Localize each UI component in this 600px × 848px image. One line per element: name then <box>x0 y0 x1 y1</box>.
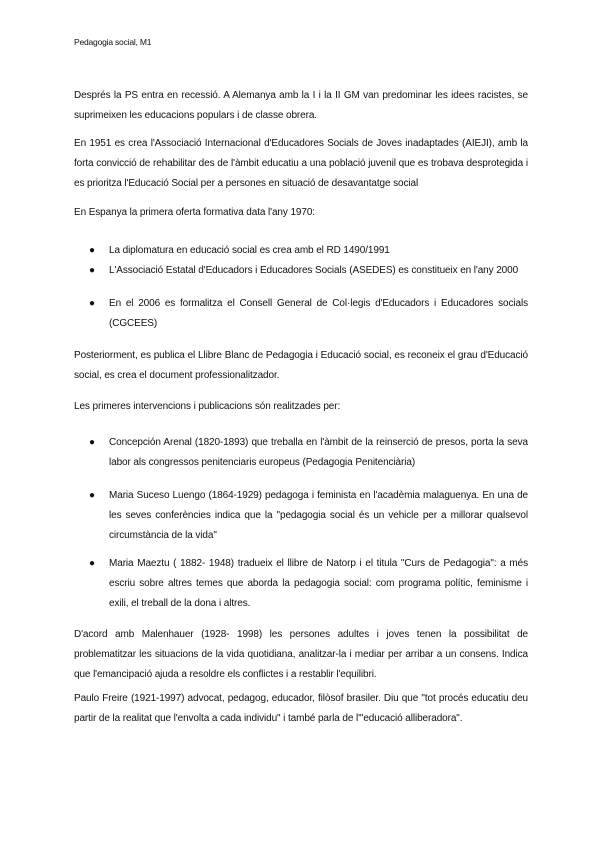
list-item: Concepción Arenal (1820-1893) que treballa en l'àmbit de la reinserció de presos, porta la seva labor als congressos penitenciaris europeus (Pedagogia Penitenciària) <box>109 437 528 468</box>
paragraph-interventions-intro: Les primeres intervencions i publicacions són realitzades per: <box>74 401 341 412</box>
list-item: L'Associació Estatal d'Educadors i Educadores Socials (ASEDES) es constitueix en l'any 2000 <box>109 265 519 276</box>
bullet-icon: ● <box>89 558 96 569</box>
paragraph-recession: Després la PS entra en recessió. A Alemanya amb la I i la II GM van predominar les idees racistes, se suprimeixen les educacions populars i de classe obrera. <box>74 90 528 121</box>
list-item: La diplomatura en educació social es crea amb el RD 1490/1991 <box>109 245 390 256</box>
paragraph-freire: Paulo Freire (1921-1997) advocat, pedagog, educador, filòsof brasiler. Diu que "tot procés educatiu deu partir de la realitat que l'envolta a cada individu" i també parla de l'"educació alliberadora". <box>74 693 528 724</box>
list-item: Maria Suceso Luengo (1864-1929) pedagoga i feminista en l'acadèmia malaguenya. En una de les seves conferències indica que la "pedagogia social és un vehicle per a millorar qualsevol circumstància de la vida" <box>109 490 528 541</box>
bullet-icon: ● <box>89 437 96 448</box>
paragraph-llibre-blanc: Posteriorment, es publica el Llibre Blanc de Pedagogia i Educació social, es reconeix el grau d'Educació social, es crea el document professionalitzador. <box>74 350 528 381</box>
list-item: Maria Maeztu ( 1882- 1948) tradueix el llibre de Natorp i el titula "Curs de Pedagogia": a més escriu sobre altres temes que aborda la pedagogia social: com programa polític, feminisme i exili, el treball de la dona i altres. <box>109 558 528 609</box>
paragraph-malenhauer: D'acord amb Malenhauer (1928- 1998) les persones adultes i joves tenen la possibilitat de problematitzar les situacions de la vida quotidiana, analitzar-la i mediar per arribar a un consens. Indica que l'emancipació ajuda a resoldre els conflictes i a restablir l'equilibri. <box>74 629 528 680</box>
list-item: En el 2006 es formalitza el Consell General de Col·legis d'Educadors i Educadores socials (CGCEES) <box>109 298 528 329</box>
bullet-icon: ● <box>89 245 96 256</box>
bullet-icon: ● <box>89 490 96 501</box>
bullet-icon: ● <box>89 265 96 276</box>
page-header: Pedagogia social, M1 <box>74 37 152 47</box>
paragraph-spain-intro: En Espanya la primera oferta formativa data l'any 1970: <box>74 207 315 218</box>
paragraph-aieji: En 1951 es crea l'Associació Internacional d'Educadores Socials de Joves inadaptades (AIEJI), amb la forta convicció de rehabilitar des de l'àmbit educatiu a una població juvenil que es trobava desprotegida i es prioritza l'Educació Social per a persones en situació de desavantatge social <box>74 138 528 189</box>
bullet-icon: ● <box>89 298 96 309</box>
